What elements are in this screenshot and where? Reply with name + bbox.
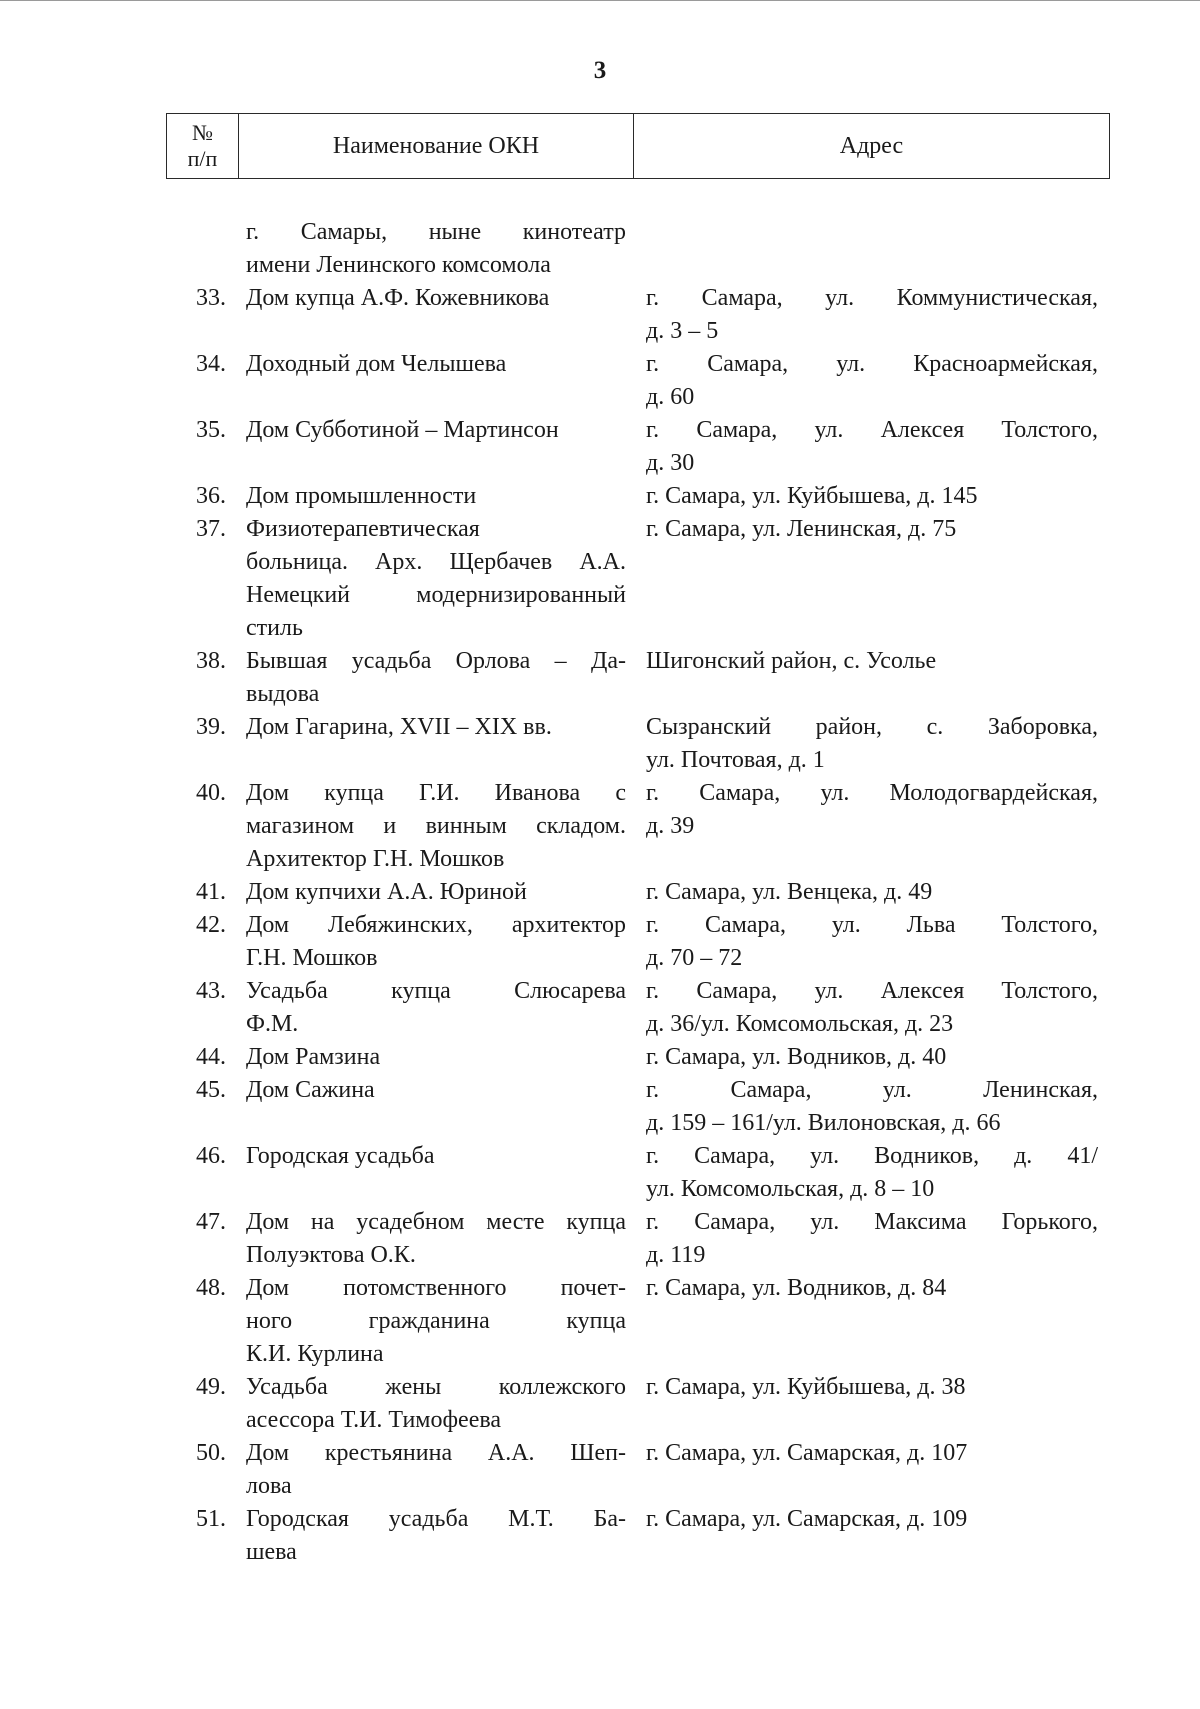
name-line: ного гражданина купца	[246, 1308, 626, 1334]
object-name	[246, 348, 626, 381]
address-line: г. Самара, ул. Красноармейская,	[646, 351, 1098, 377]
row-number: 33.	[196, 285, 226, 311]
name-line: Усадьба жены коллежского	[246, 1374, 626, 1400]
object-address	[646, 1140, 1098, 1206]
address-line: г. Самара, ул. Венцека, д. 49	[646, 879, 933, 905]
object-name	[246, 480, 626, 513]
address-line: г. Самара, ул. Ленинская, д. 75	[646, 516, 957, 542]
name-line: стиль	[246, 615, 303, 641]
object-name	[246, 282, 626, 315]
object-name	[246, 711, 626, 744]
object-address	[646, 348, 1098, 414]
row-number: 34.	[196, 351, 226, 377]
name-line: Дом на усадебном месте купца	[246, 1209, 626, 1235]
table-row	[0, 1140, 1200, 1206]
header-name-cell: Наименование ОКН	[239, 114, 634, 179]
row-number: 38.	[196, 648, 226, 674]
address-line: д. 30	[646, 450, 695, 476]
object-address	[646, 513, 1098, 546]
object-name	[246, 975, 626, 1041]
name-line: Физиотерапевтическая	[246, 516, 480, 542]
address-line: д. 39	[646, 813, 695, 839]
name-line: Бывшая усадьба Орлова – Да-	[246, 648, 626, 674]
address-line: г. Самара, ул. Самарская, д. 109	[646, 1506, 968, 1532]
name-line: Дом Сажина	[246, 1077, 375, 1103]
name-line: выдова	[246, 681, 320, 707]
table-row	[0, 909, 1200, 975]
row-number: 35.	[196, 417, 226, 443]
name-line: Доходный дом Челышева	[246, 351, 507, 377]
table-row	[0, 1074, 1200, 1140]
address-line: г. Самара, ул. Куйбышева, д. 145	[646, 483, 978, 509]
page-top-rule	[0, 0, 1200, 1]
name-line: Дом Гагарина, XVII – XIX вв.	[246, 714, 552, 740]
table-row	[0, 1437, 1200, 1503]
name-line: Дом Рамзина	[246, 1044, 381, 1070]
object-name	[246, 1272, 626, 1371]
address-line: г. Самара, ул. Водников, д. 40	[646, 1044, 947, 1070]
object-name	[246, 513, 626, 645]
row-number: 45.	[196, 1077, 226, 1103]
name-line: Дом потомственного почет-	[246, 1275, 626, 1301]
address-line: д. 119	[646, 1242, 706, 1268]
name-line: Полуэктова О.К.	[246, 1242, 416, 1268]
address-line: г. Самара, ул. Алексея Толстого,	[646, 978, 1098, 1004]
row-number: 36.	[196, 483, 226, 509]
table-header	[166, 113, 1110, 179]
object-name	[246, 876, 626, 909]
object-name	[246, 1206, 626, 1272]
name-line: Дом Субботиной – Мартинсон	[246, 417, 559, 443]
address-line: г. Самара, ул. Льва Толстого,	[646, 912, 1098, 938]
row-number: 49.	[196, 1374, 226, 1400]
name-line: Дом крестьянина А.А. Шеп-	[246, 1440, 626, 1466]
header-number-symbol: №	[192, 120, 213, 145]
table-row	[0, 1272, 1200, 1371]
address-line: д. 3 – 5	[646, 318, 719, 344]
table-row	[0, 975, 1200, 1041]
name-line: Дом купца А.Ф. Кожевникова	[246, 285, 550, 311]
table-row	[0, 513, 1200, 645]
address-line: г. Самара, ул. Водников, д. 41/	[646, 1143, 1098, 1169]
address-line: г. Самара, ул. Ленинская,	[646, 1077, 1098, 1103]
name-line: асессора Т.И. Тимофеева	[246, 1407, 502, 1433]
row-number: 44.	[196, 1044, 226, 1070]
address-line: г. Самара, ул. Куйбышева, д. 38	[646, 1374, 966, 1400]
object-address	[646, 777, 1098, 843]
object-address	[646, 1074, 1098, 1140]
continuation-name	[246, 216, 626, 282]
object-name	[246, 777, 626, 876]
object-name	[246, 909, 626, 975]
address-line: г. Самара, ул. Самарская, д. 107	[646, 1440, 968, 1466]
row-number: 40.	[196, 780, 226, 806]
address-line: г. Самара, ул. Молодогвардейская,	[646, 780, 1098, 806]
page-number: 3	[593, 57, 607, 84]
object-name	[246, 1041, 626, 1074]
address-line: г. Самара, ул. Алексея Толстого,	[646, 417, 1098, 443]
address-line: ул. Почтовая, д. 1	[646, 747, 825, 773]
name-line: имени Ленинского комсомола	[246, 252, 551, 278]
object-name	[246, 1503, 626, 1569]
object-address	[646, 876, 1098, 909]
header-address-cell: Адрес	[634, 114, 1110, 179]
object-address	[646, 1371, 1098, 1404]
table-row	[0, 1206, 1200, 1272]
table-row	[0, 645, 1200, 711]
table-row	[0, 414, 1200, 480]
address-line: ул. Комсомольская, д. 8 – 10	[646, 1176, 935, 1202]
address-line: г. Самара, ул. Максима Горького,	[646, 1209, 1098, 1235]
row-number: 46.	[196, 1143, 226, 1169]
row-number: 50.	[196, 1440, 226, 1466]
object-name	[246, 1074, 626, 1107]
object-address	[646, 975, 1098, 1041]
object-name	[246, 1437, 626, 1503]
object-address	[646, 711, 1098, 777]
table-row	[0, 777, 1200, 876]
table-row	[0, 876, 1200, 909]
address-line: д. 159 – 161/ул. Вилоновская, д. 66	[646, 1110, 1001, 1136]
object-address	[646, 909, 1098, 975]
address-line: Шигонский район, с. Усолье	[646, 648, 937, 674]
object-address	[646, 1503, 1098, 1536]
name-line: магазином и винным складом.	[246, 813, 626, 839]
row-number: 43.	[196, 978, 226, 1004]
table-row	[0, 480, 1200, 513]
object-address	[646, 1437, 1098, 1470]
address-line: Сызранский район, с. Заборовка,	[646, 714, 1098, 740]
name-line: Дом купчихи А.А. Юриной	[246, 879, 527, 905]
name-line: Дом купца Г.И. Иванова с	[246, 780, 626, 806]
object-address	[646, 1272, 1098, 1305]
name-line: Дом Лебяжинских, архитектор	[246, 912, 626, 938]
address-line: г. Самара, ул. Водников, д. 84	[646, 1275, 947, 1301]
header-number-cell	[167, 114, 239, 179]
name-line: Городская усадьба М.Т. Ба-	[246, 1506, 626, 1532]
table-row	[0, 282, 1200, 348]
object-name	[246, 414, 626, 447]
table-row	[0, 1041, 1200, 1074]
name-line: Немецкий модернизированный	[246, 582, 626, 608]
name-line: Архитектор Г.Н. Мошков	[246, 846, 505, 872]
header-number-abbr: п/п	[187, 146, 218, 171]
table-body	[0, 216, 1200, 1569]
row-number: 47.	[196, 1209, 226, 1235]
row-number: 42.	[196, 912, 226, 938]
address-line: д. 60	[646, 384, 695, 410]
row-number: 37.	[196, 516, 226, 542]
table-row	[0, 1503, 1200, 1569]
address-line: д. 36/ул. Комсомольская, д. 23	[646, 1011, 954, 1037]
name-line: Ф.М.	[246, 1011, 299, 1037]
name-line: г. Самары, ныне кинотеатр	[246, 219, 626, 245]
continuation-row	[0, 216, 1200, 282]
table-row	[0, 711, 1200, 777]
name-line: Усадьба купца Слюсарева	[246, 978, 626, 1004]
object-name	[246, 1140, 626, 1173]
address-line: д. 70 – 72	[646, 945, 743, 971]
object-name	[246, 1371, 626, 1437]
address-line: г. Самара, ул. Коммунистическая,	[646, 285, 1098, 311]
table-row	[0, 1371, 1200, 1437]
object-name	[246, 645, 626, 711]
row-number: 48.	[196, 1275, 226, 1301]
object-address	[646, 1206, 1098, 1272]
name-line: Городская усадьба	[246, 1143, 435, 1169]
row-number: 51.	[196, 1506, 226, 1532]
row-number: 41.	[196, 879, 226, 905]
name-line: Дом промышленности	[246, 483, 477, 509]
name-line: шева	[246, 1539, 297, 1565]
row-number: 39.	[196, 714, 226, 740]
name-line: Г.Н. Мошков	[246, 945, 378, 971]
object-address	[646, 645, 1098, 678]
object-address	[646, 480, 1098, 513]
object-address	[646, 414, 1098, 480]
table-row	[0, 348, 1200, 414]
object-address	[646, 282, 1098, 348]
name-line: К.И. Курлина	[246, 1341, 384, 1367]
object-address	[646, 1041, 1098, 1074]
name-line: лова	[246, 1473, 292, 1499]
name-line: больница. Арх. Щербачев А.А.	[246, 549, 626, 575]
